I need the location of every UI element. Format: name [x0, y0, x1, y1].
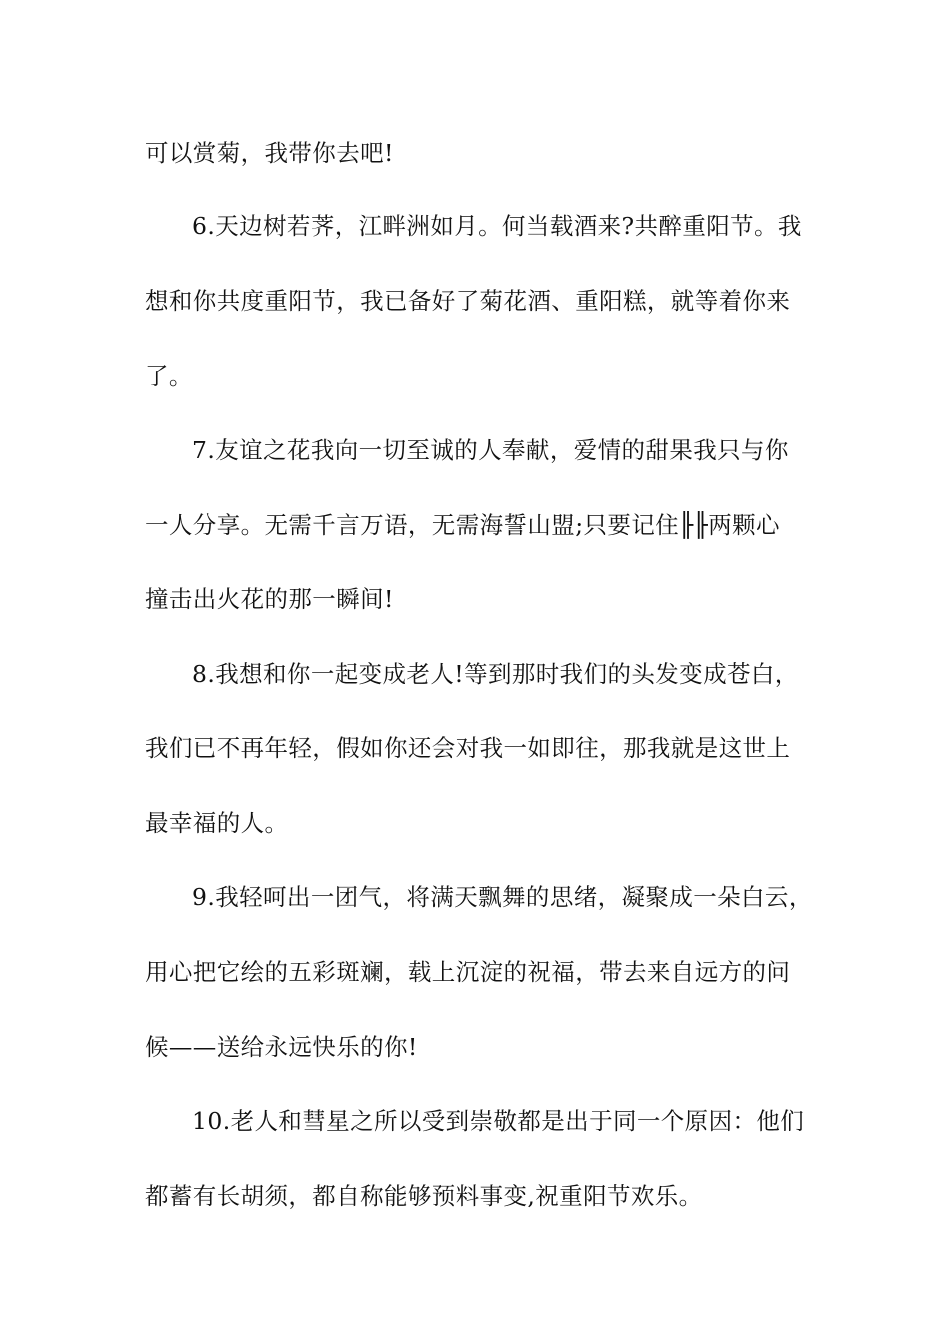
item-8-line-1: 8.我想和你一起变成老人!等到那时我们的头发变成苍白，	[192, 660, 799, 688]
item-7-line-3: 撞击出火花的那一瞬间!	[145, 585, 394, 613]
item-6-line-3: 了。	[145, 362, 193, 390]
item-7-line-1: 7.友谊之花我向一切至诚的人奉献，爱情的甜果我只与你	[192, 436, 789, 464]
item-10-line-1: 10.老人和彗星之所以受到崇敬都是出于同一个原因：他们	[192, 1107, 805, 1135]
item-6-line-1: 6.天边树若荠，江畔洲如月。何当载酒来?共醉重阳节。我	[192, 212, 802, 240]
item-8-line-3: 最幸福的人。	[145, 809, 289, 837]
text-line: 可以赏菊，我带你去吧!	[145, 139, 394, 167]
item-7-line-2: 一人分享。无需千言万语，无需海誓山盟;只要记住╟╟两颗心	[145, 511, 780, 539]
item-6-line-2: 想和你共度重阳节，我已备好了菊花酒、重阳糕，就等着你来	[145, 287, 791, 315]
item-9-line-2: 用心把它绘的五彩斑斓，载上沉淀的祝福，带去来自远方的问	[145, 958, 791, 986]
item-10-line-2: 都蓄有长胡须，都自称能够预料事变,祝重阳节欢乐。	[145, 1182, 703, 1210]
item-8-line-2: 我们已不再年轻，假如你还会对我一如即往，那我就是这世上	[145, 734, 791, 762]
item-9-line-3: 候——送给永远快乐的你!	[145, 1033, 418, 1061]
item-9-line-1: 9.我轻呵出一团气，将满天飘舞的思绪，凝聚成一朵白云，	[192, 883, 813, 911]
